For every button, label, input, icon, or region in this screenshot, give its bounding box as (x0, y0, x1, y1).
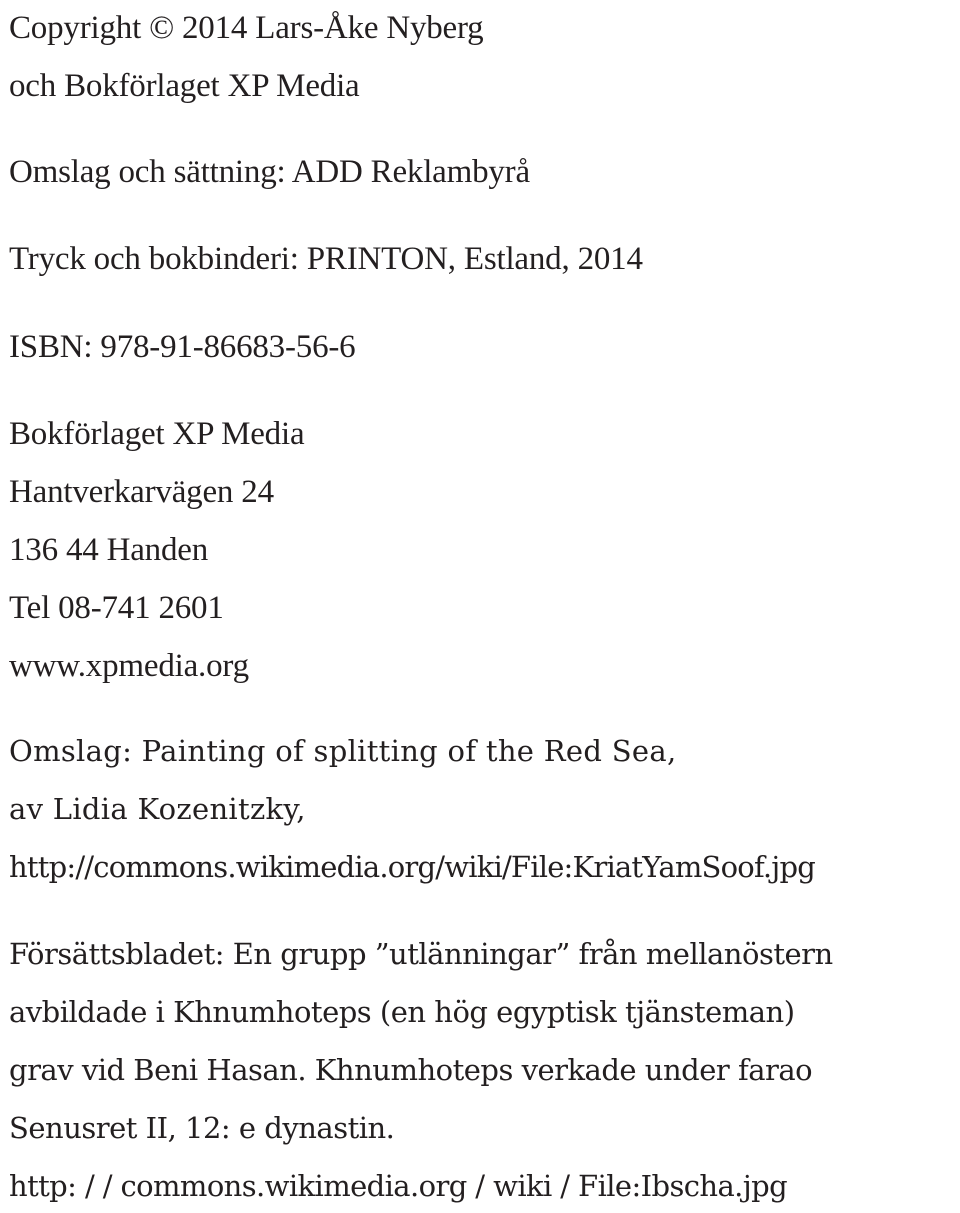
publisher-name: Bokförlaget XP Media (9, 416, 305, 452)
copyright-line-2: och Bokförlaget XP Media (9, 68, 360, 104)
cover-image-line-1: Omslag: Painting of splitting of the Red Sea, (9, 734, 677, 768)
endpaper-line-3: grav vid Beni Hasan. Khnumhoteps verkade under farao (9, 1053, 813, 1087)
endpaper-line-2: avbildade i Khnumhoteps (en hög egyptisk tjänsteman) (9, 995, 795, 1029)
publisher-phone: Tel 08-741 2601 (9, 590, 224, 626)
endpaper-url: http: / / commons.wikimedia.org / wiki / File:Ibscha.jpg (9, 1169, 788, 1203)
publisher-postal: 136 44 Handen (9, 532, 209, 568)
endpaper-line-1: Försättsbladet: En grupp ”utlänningar” från mellanöstern (9, 937, 833, 971)
publisher-website: www.xpmedia.org (9, 648, 249, 684)
publisher-street: Hantverkarvägen 24 (9, 474, 274, 510)
isbn: ISBN: 978-91-86683-56-6 (9, 329, 356, 365)
copyright-line-1: Copyright © 2014 Lars-Åke Nyberg (9, 10, 484, 46)
cover-image-line-2: av Lidia Kozenitzky, (9, 792, 306, 826)
endpaper-line-4: Senusret II, 12: e dynastin. (9, 1111, 395, 1145)
cover-image-url: http://commons.wikimedia.org/wiki/File:KriatYamSoof.jpg (9, 850, 815, 884)
printing-credit: Tryck och bokbinderi: PRINTON, Estland, 2014 (9, 241, 643, 277)
cover-design-credit: Omslag och sättning: ADD Reklambyrå (9, 154, 530, 190)
